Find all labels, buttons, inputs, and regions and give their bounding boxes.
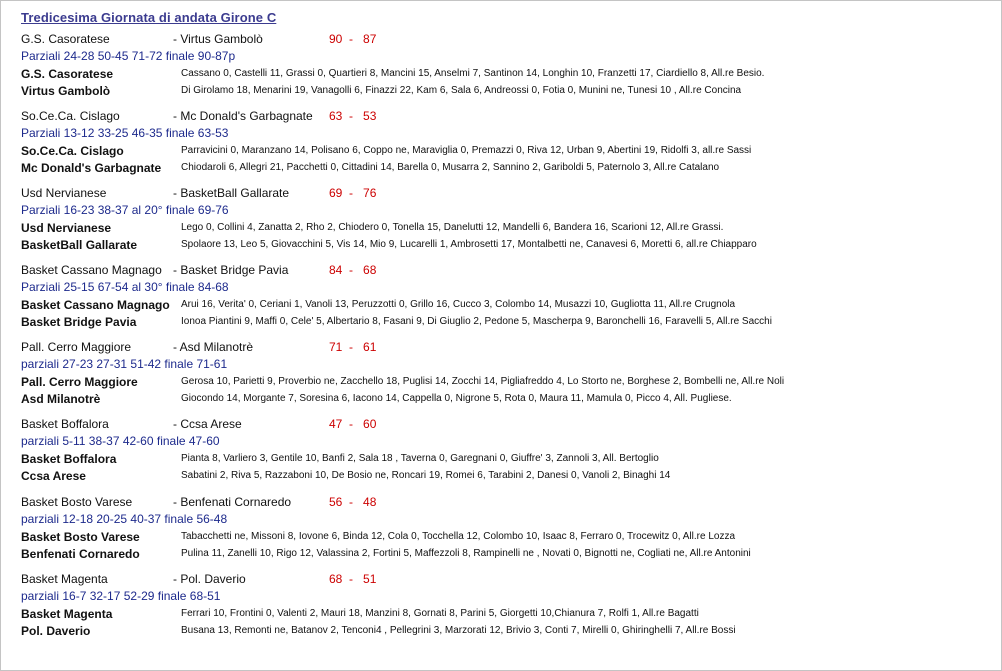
away-lineup-team: Basket Bridge Pavia bbox=[21, 315, 137, 329]
away-lineup-players: Sabatini 2, Riva 5, Razzaboni 10, De Bosio ne, Roncari 19, Romei 6, Tarabini 2, Danesi 0, Vanoli 2, Binaghi 14 bbox=[181, 470, 671, 481]
away-lineup-team: BasketBall Gallarate bbox=[21, 238, 138, 252]
match-partials: Parziali 13-12 33-25 46-35 finale 63-53 bbox=[21, 126, 229, 140]
away-lineup-row bbox=[21, 546, 981, 563]
home-lineup-row bbox=[21, 220, 981, 237]
home-lineup-team: G.S. Casoratese bbox=[21, 67, 114, 81]
match-home-team: So.Ce.Ca. Cislago bbox=[21, 109, 120, 123]
away-lineup-team: Virtus Gambolò bbox=[21, 84, 111, 98]
away-lineup-team: Mc Donald's Garbagnate bbox=[21, 161, 162, 175]
home-lineup-players: Parravicini 0, Maranzano 14, Polisano 6, Coppo ne, Maraviglia 0, Premazzi 0, Riva 12, Urban 9, Abertini 19, Ridolfi 3, all.re Sassi bbox=[181, 145, 752, 156]
match-header bbox=[21, 32, 981, 48]
away-lineup-team: Asd Milanotrè bbox=[21, 392, 101, 406]
match-partials: Parziali 24-28 50-45 71-72 finale 90-87p bbox=[21, 49, 236, 63]
away-lineup-row bbox=[21, 468, 981, 485]
match-away-team: - Mc Donald's Garbagnate bbox=[173, 109, 313, 123]
match-score: 84 - 68 bbox=[329, 263, 377, 277]
home-lineup-team: Basket Boffalora bbox=[21, 452, 117, 466]
away-lineup-row bbox=[21, 314, 981, 331]
match-score: 90 - 87 bbox=[329, 32, 377, 46]
match-away-team: - Ccsa Arese bbox=[173, 417, 242, 431]
match-home-team: Basket Magenta bbox=[21, 572, 108, 586]
home-lineup-team: So.Ce.Ca. Cislago bbox=[21, 144, 124, 158]
match-partials: parziali 12-18 20-25 40-37 finale 56-48 bbox=[21, 512, 228, 526]
home-lineup-players: Gerosa 10, Parietti 9, Proverbio ne, Zacchello 18, Puglisi 14, Zocchi 14, Pigliafreddo 4, Lo Storto ne, Borghese 2, Bombelli ne, All.re Noli bbox=[181, 376, 785, 387]
away-lineup-row bbox=[21, 391, 981, 408]
home-lineup-row bbox=[21, 451, 981, 468]
match-block bbox=[21, 572, 981, 640]
away-lineup-players: Busana 13, Remonti ne, Batanov 2, Tenconi4 , Pellegrini 3, Marzorati 12, Brivio 3, Conti 7, Mirelli 0, Ghiringhelli 7, All.re Bossi bbox=[181, 625, 736, 636]
away-lineup-players: Giocondo 14, Morgante 7, Soresina 6, Iacono 14, Cappella 0, Nigrone 5, Rota 0, Maura 11, Mamula 0, Picco 4, All. Pugliese. bbox=[181, 393, 732, 404]
away-lineup-row bbox=[21, 237, 981, 254]
match-home-team: Usd Nervianese bbox=[21, 186, 107, 200]
match-away-team: - Benfenati Cornaredo bbox=[173, 495, 292, 509]
home-lineup-row bbox=[21, 297, 981, 314]
match-home-team: Pall. Cerro Maggiore bbox=[21, 340, 132, 354]
home-lineup-row bbox=[21, 374, 981, 391]
away-lineup-players: Di Girolamo 18, Menarini 19, Vanagolli 6, Finazzi 22, Kam 6, Sala 6, Andreossi 0, Fotia 0, Munini ne, Tunesi 10 , All.re Concina bbox=[181, 85, 742, 96]
match-partials: Parziali 16-23 38-37 al 20° finale 69-76 bbox=[21, 203, 229, 217]
home-lineup-players: Cassano 0, Castelli 11, Grassi 0, Quartieri 8, Mancini 15, Anselmi 7, Santinon 14, Longhin 10, Franzetti 17, Ciardiello 8, All.re Besio. bbox=[181, 68, 765, 79]
away-lineup-team: Benfenati Cornaredo bbox=[21, 547, 140, 561]
away-lineup-team: Pol. Daverio bbox=[21, 624, 91, 638]
match-score: 69 - 76 bbox=[329, 186, 377, 200]
match-block bbox=[21, 186, 981, 254]
home-lineup-row bbox=[21, 66, 981, 83]
match-away-team: - Basket Bridge Pavia bbox=[173, 263, 289, 277]
match-away-team: - Pol. Daverio bbox=[173, 572, 246, 586]
away-lineup-row bbox=[21, 83, 981, 100]
match-partials: parziali 5-11 38-37 42-60 finale 47-60 bbox=[21, 434, 220, 448]
away-lineup-players: Spolaore 13, Leo 5, Giovacchini 5, Vis 14, Mio 9, Lucarelli 1, Ambrosetti 17, Montalbetti ne, Canavesi 6, Moretti 6, all.re Chiapparo bbox=[181, 239, 757, 250]
home-lineup-team: Basket Bosto Varese bbox=[21, 530, 140, 544]
match-block bbox=[21, 109, 981, 177]
home-lineup-players: Arui 16, Verita' 0, Ceriani 1, Vanoli 13, Peruzzotti 0, Grillo 16, Cucco 3, Colombo 14, Musazzi 10, Gugliotta 11, All.re Crugnola bbox=[181, 299, 736, 310]
match-home-team: Basket Bosto Varese bbox=[21, 495, 133, 509]
match-header bbox=[21, 495, 981, 511]
match-header bbox=[21, 263, 981, 279]
home-lineup-row bbox=[21, 606, 981, 623]
home-lineup-players: Pianta 8, Varliero 3, Gentile 10, Banfi 2, Sala 18 , Taverna 0, Garegnani 0, Giuffre' 3, Zannoli 3, All. Bertoglio bbox=[181, 453, 659, 464]
home-lineup-players: Lego 0, Collini 4, Zanatta 2, Rho 2, Chiodero 0, Tonella 15, Danelutti 12, Mandelli 6, Bandera 16, Scarioni 12, All.re Grassi. bbox=[181, 222, 724, 233]
away-lineup-players: Chiodaroli 6, Allegri 21, Pacchetti 0, Cittadini 14, Barella 0, Musarra 2, Sannino 2, Gariboldi 5, Paternolo 3, All.re Catalano bbox=[181, 162, 720, 173]
match-block bbox=[21, 263, 981, 331]
match-partials: parziali 27-23 27-31 51-42 finale 71-61 bbox=[21, 357, 228, 371]
away-lineup-players: Pulina 11, Zanelli 10, Rigo 12, Valassina 2, Fortini 5, Maffezzoli 8, Rampinelli ne , Novati 0, Bignotti ne, Cogliati ne, All.re Antonini bbox=[181, 548, 751, 559]
match-partials: parziali 16-7 32-17 52-29 finale 68-51 bbox=[21, 589, 221, 603]
match-header bbox=[21, 572, 981, 588]
match-home-team: Basket Cassano Magnago bbox=[21, 263, 162, 277]
match-block bbox=[21, 340, 981, 408]
match-header bbox=[21, 109, 981, 125]
match-away-team: - Virtus Gambolò bbox=[173, 32, 263, 46]
match-header bbox=[21, 186, 981, 202]
page-title: Tredicesima Giornata di andata Girone C bbox=[21, 10, 277, 25]
match-header bbox=[21, 417, 981, 433]
match-block bbox=[21, 495, 981, 563]
match-score: 63 - 53 bbox=[329, 109, 377, 123]
away-lineup-row bbox=[21, 160, 981, 177]
home-lineup-row bbox=[21, 143, 981, 160]
match-header bbox=[21, 340, 981, 356]
home-lineup-team: Pall. Cerro Maggiore bbox=[21, 375, 138, 389]
match-away-team: - BasketBall Gallarate bbox=[173, 186, 290, 200]
home-lineup-team: Basket Magenta bbox=[21, 607, 113, 621]
home-lineup-team: Usd Nervianese bbox=[21, 221, 112, 235]
match-block bbox=[21, 417, 981, 485]
match-home-team: Basket Boffalora bbox=[21, 417, 109, 431]
home-lineup-players: Ferrari 10, Frontini 0, Valenti 2, Mauri 18, Manzini 8, Gornati 8, Parini 5, Giorgetti 10,Chianura 7, Rolfi 1, All.re Bagatti bbox=[181, 608, 699, 619]
match-partials: Parziali 25-15 67-54 al 30° finale 84-68 bbox=[21, 280, 229, 294]
match-score: 68 - 51 bbox=[329, 572, 377, 586]
home-lineup-players: Tabacchetti ne, Missoni 8, Iovone 6, Binda 12, Cola 0, Tocchella 12, Colombo 10, Isaac 8, Ferraro 0, Trocewitz 0, All.re Lozza bbox=[181, 531, 735, 542]
away-lineup-players: Ionoa Piantini 9, Maffi 0, Cele' 5, Albertario 8, Fasani 9, Di Giuglio 2, Pedone 5, Mascherpa 9, Baronchelli 16, Faravelli 5, All.re Sacchi bbox=[181, 316, 772, 327]
home-lineup-row bbox=[21, 529, 981, 546]
away-lineup-team: Ccsa Arese bbox=[21, 469, 86, 483]
match-away-team: - Asd Milanotrè bbox=[173, 340, 254, 354]
match-score: 71 - 61 bbox=[329, 340, 377, 354]
away-lineup-row bbox=[21, 623, 981, 640]
match-block bbox=[21, 32, 981, 100]
match-score: 56 - 48 bbox=[329, 495, 377, 509]
match-score: 47 - 60 bbox=[329, 417, 377, 431]
home-lineup-team: Basket Cassano Magnago bbox=[21, 298, 170, 312]
match-home-team: G.S. Casoratese bbox=[21, 32, 110, 46]
